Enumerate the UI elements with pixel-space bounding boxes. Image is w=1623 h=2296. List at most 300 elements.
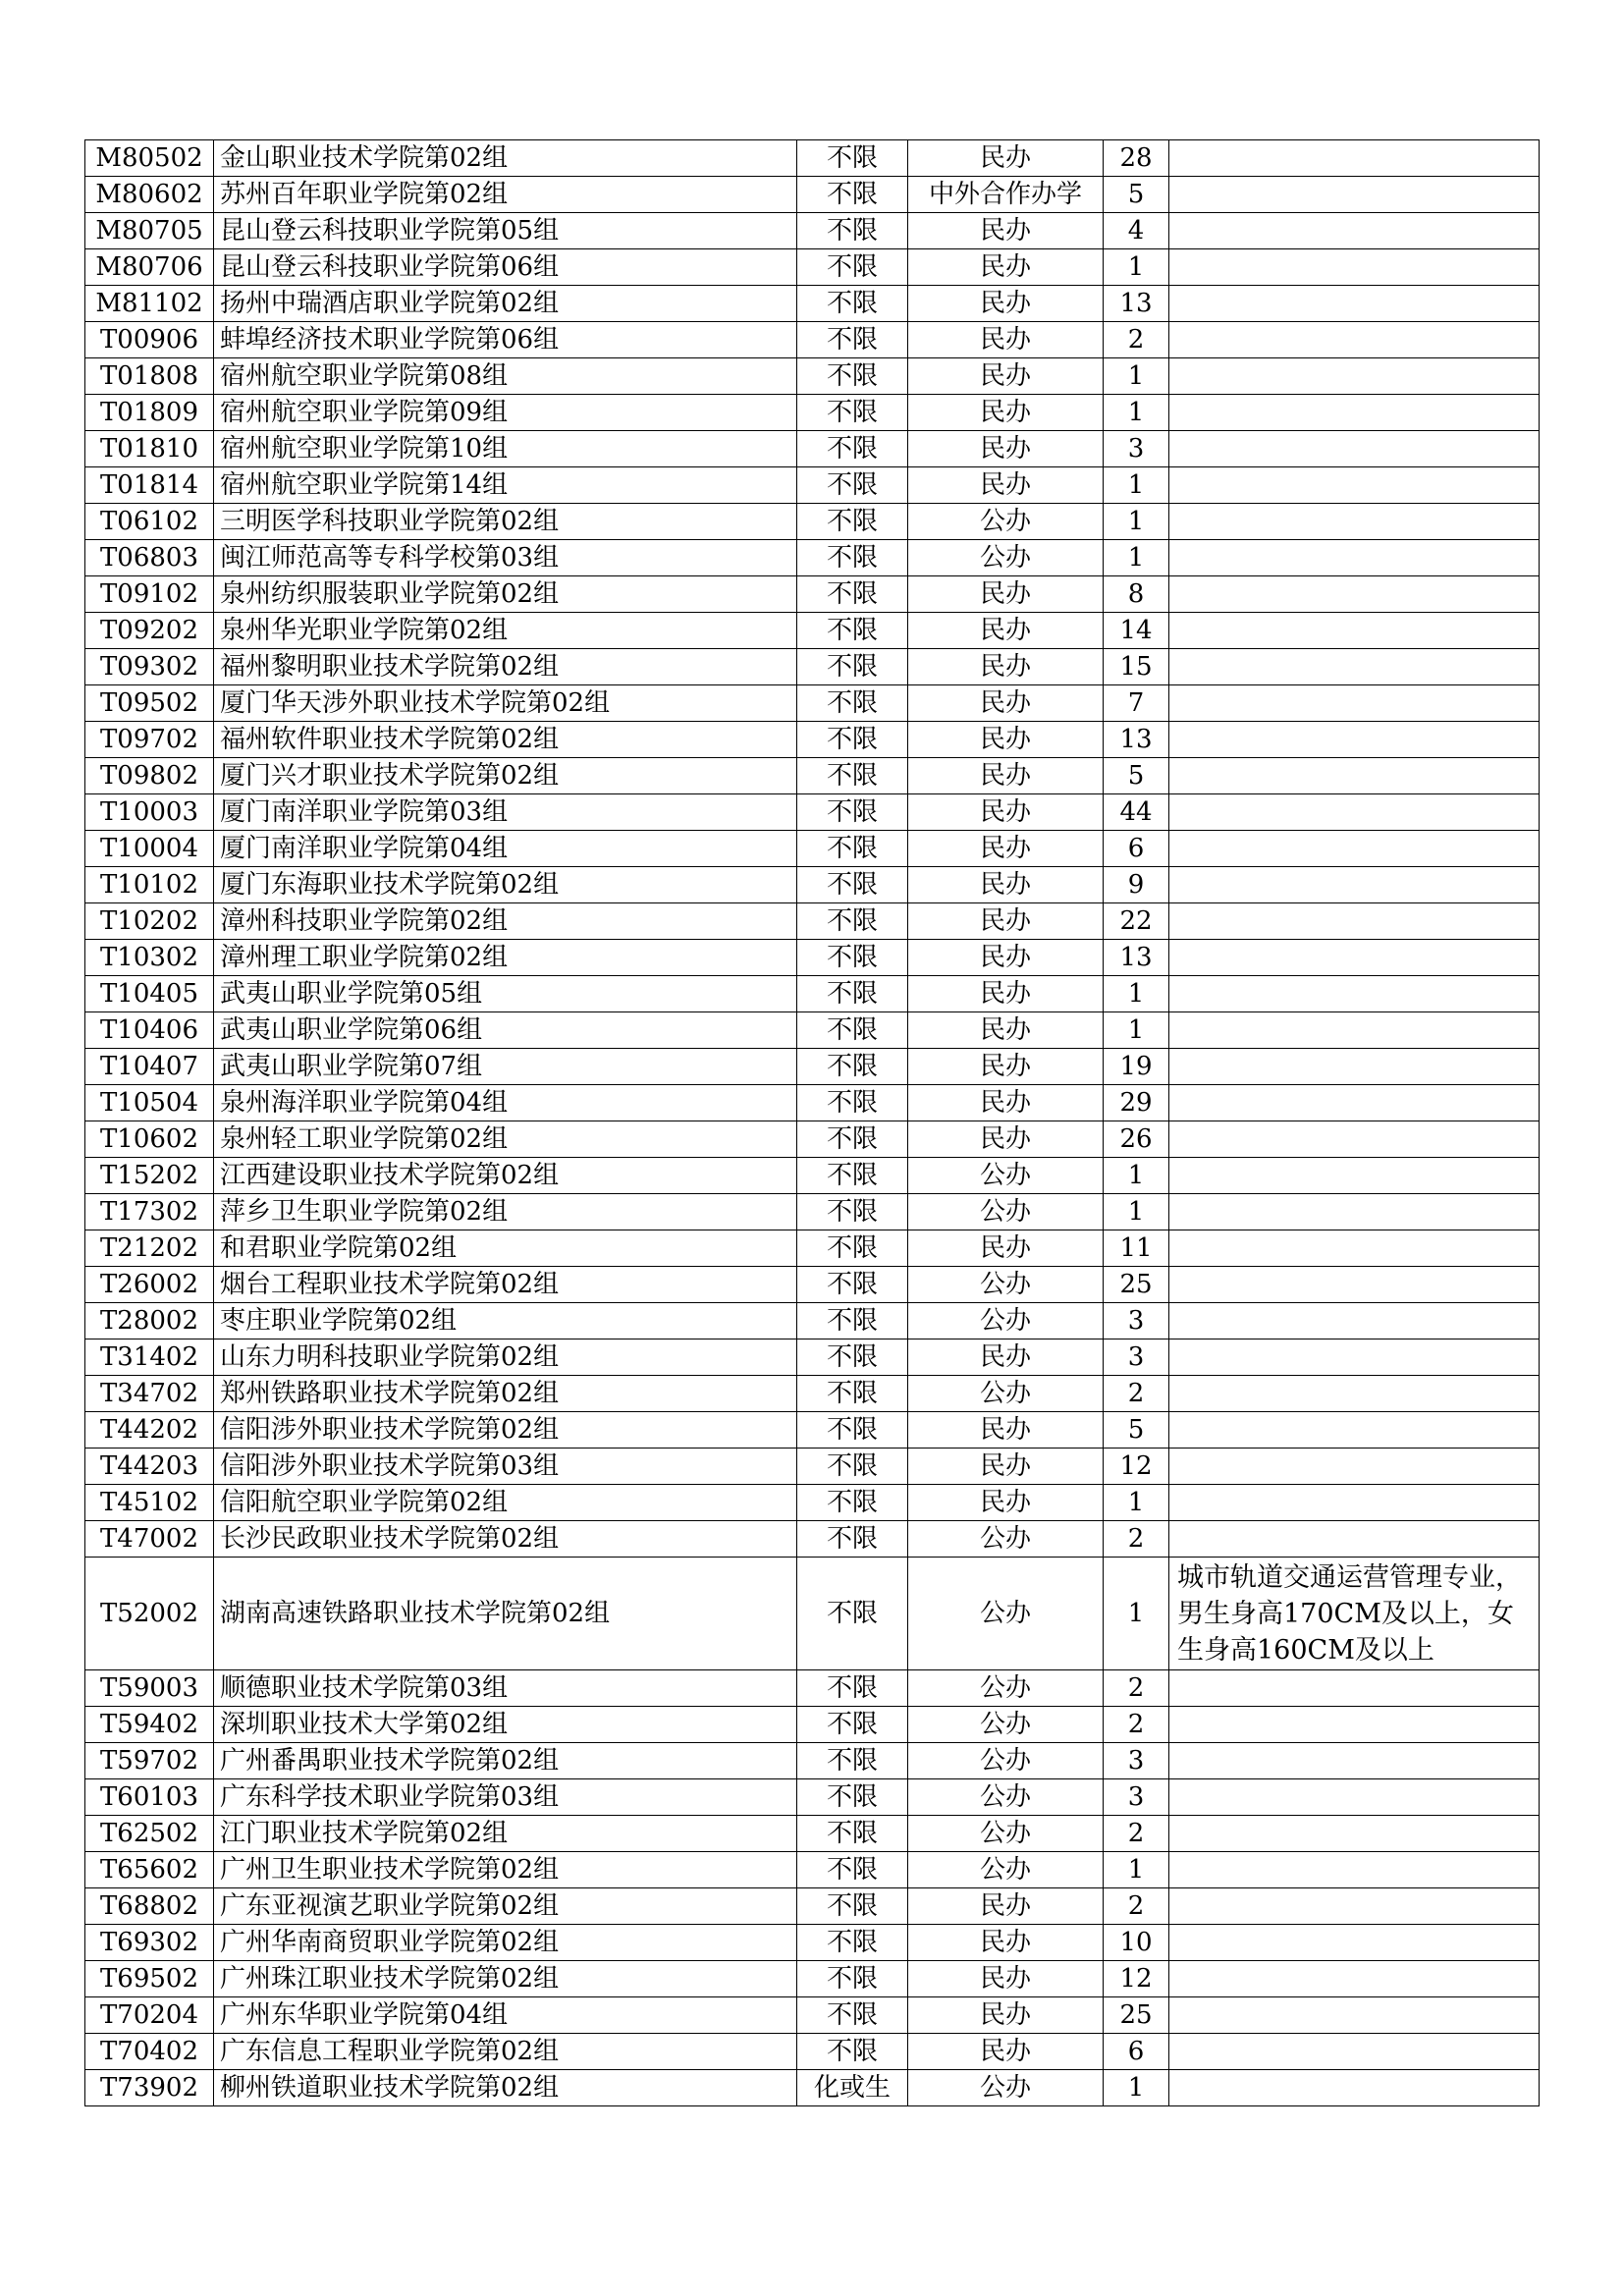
subject-requirement-cell: 不限 [797, 322, 908, 358]
remarks-cell [1169, 1158, 1540, 1194]
table-row [85, 1816, 1540, 1852]
subject-requirement-cell: 不限 [797, 1158, 908, 1194]
remarks-cell [1169, 249, 1540, 286]
subject-requirement-cell: 不限 [797, 867, 908, 903]
table-row [85, 1085, 1540, 1121]
group-code-cell: T26002 [85, 1267, 214, 1303]
plan-count-cell: 2 [1104, 1888, 1169, 1925]
school-group-name-cell: 广州华南商贸职业学院第02组 [214, 1925, 797, 1961]
school-type-cell: 民办 [908, 395, 1104, 431]
subject-requirement-cell: 不限 [797, 1376, 908, 1412]
school-type-cell: 民办 [908, 1925, 1104, 1961]
table-row [85, 613, 1540, 649]
plan-count-cell: 2 [1104, 322, 1169, 358]
subject-requirement-cell: 不限 [797, 1339, 908, 1376]
remarks-cell [1169, 1012, 1540, 1049]
school-group-name-cell: 萍乡卫生职业学院第02组 [214, 1194, 797, 1230]
plan-count-cell: 12 [1104, 1961, 1169, 1997]
remarks-cell [1169, 1816, 1540, 1852]
group-code-cell: T65602 [85, 1852, 214, 1888]
table-row [85, 1449, 1540, 1485]
school-type-cell: 民办 [908, 1485, 1104, 1521]
table-row [85, 2034, 1540, 2070]
school-group-name-cell: 广州番禺职业技术学院第02组 [214, 1743, 797, 1779]
table-row [85, 1194, 1540, 1230]
remarks-cell [1169, 431, 1540, 467]
group-code-cell: T00906 [85, 322, 214, 358]
table-row [85, 1521, 1540, 1558]
plan-count-cell: 13 [1104, 722, 1169, 758]
plan-count-cell: 6 [1104, 2034, 1169, 2070]
subject-requirement-cell: 不限 [797, 1558, 908, 1670]
remarks-cell [1169, 1230, 1540, 1267]
remarks-cell [1169, 867, 1540, 903]
group-code-cell: T10302 [85, 940, 214, 976]
school-type-cell: 民办 [908, 1339, 1104, 1376]
school-group-name-cell: 扬州中瑞酒店职业学院第02组 [214, 286, 797, 322]
plan-count-cell: 10 [1104, 1925, 1169, 1961]
group-code-cell: T10405 [85, 976, 214, 1012]
group-code-cell: T69502 [85, 1961, 214, 1997]
school-type-cell: 公办 [908, 1852, 1104, 1888]
group-code-cell: T15202 [85, 1158, 214, 1194]
table-row [85, 358, 1540, 395]
table-row [85, 140, 1540, 177]
admission-plan-table [84, 139, 1540, 2106]
plan-count-cell: 25 [1104, 1997, 1169, 2034]
school-type-cell: 民办 [908, 2034, 1104, 2070]
table-row [85, 1925, 1540, 1961]
table-row [85, 504, 1540, 540]
school-group-name-cell: 和君职业学院第02组 [214, 1230, 797, 1267]
group-code-cell: T21202 [85, 1230, 214, 1267]
subject-requirement-cell: 不限 [797, 1012, 908, 1049]
plan-count-cell: 1 [1104, 1158, 1169, 1194]
school-type-cell: 民办 [908, 467, 1104, 504]
group-code-cell: M80602 [85, 177, 214, 213]
subject-requirement-cell: 不限 [797, 249, 908, 286]
school-type-cell: 民办 [908, 1121, 1104, 1158]
school-type-cell: 公办 [908, 1743, 1104, 1779]
group-code-cell: T10102 [85, 867, 214, 903]
subject-requirement-cell: 不限 [797, 1670, 908, 1707]
plan-count-cell: 3 [1104, 1339, 1169, 1376]
plan-count-cell: 25 [1104, 1267, 1169, 1303]
remarks-cell [1169, 649, 1540, 685]
school-group-name-cell: 枣庄职业学院第02组 [214, 1303, 797, 1339]
school-type-cell: 民办 [908, 358, 1104, 395]
subject-requirement-cell: 不限 [797, 358, 908, 395]
plan-count-cell: 1 [1104, 1558, 1169, 1670]
plan-count-cell: 2 [1104, 1670, 1169, 1707]
school-type-cell: 民办 [908, 1888, 1104, 1925]
subject-requirement-cell: 不限 [797, 649, 908, 685]
subject-requirement-cell: 不限 [797, 177, 908, 213]
plan-count-cell: 15 [1104, 649, 1169, 685]
school-type-cell: 民办 [908, 431, 1104, 467]
plan-count-cell: 14 [1104, 613, 1169, 649]
group-code-cell: T09502 [85, 685, 214, 722]
plan-count-cell: 3 [1104, 1303, 1169, 1339]
table-row [85, 1997, 1540, 2034]
subject-requirement-cell: 不限 [797, 1049, 908, 1085]
subject-requirement-cell: 不限 [797, 431, 908, 467]
plan-count-cell: 3 [1104, 431, 1169, 467]
school-group-name-cell: 宿州航空职业学院第08组 [214, 358, 797, 395]
remarks-cell [1169, 903, 1540, 940]
group-code-cell: M80705 [85, 213, 214, 249]
remarks-cell [1169, 1303, 1540, 1339]
plan-count-cell: 44 [1104, 794, 1169, 831]
group-code-cell: T45102 [85, 1485, 214, 1521]
school-group-name-cell: 烟台工程职业技术学院第02组 [214, 1267, 797, 1303]
table-row [85, 1852, 1540, 1888]
group-code-cell: T09702 [85, 722, 214, 758]
table-row [85, 1707, 1540, 1743]
subject-requirement-cell: 不限 [797, 1121, 908, 1158]
remarks-cell [1169, 831, 1540, 867]
table-row [85, 794, 1540, 831]
group-code-cell: T62502 [85, 1816, 214, 1852]
table-row [85, 722, 1540, 758]
school-group-name-cell: 江西建设职业技术学院第02组 [214, 1158, 797, 1194]
school-type-cell: 民办 [908, 940, 1104, 976]
table-row [85, 976, 1540, 1012]
school-type-cell: 民办 [908, 831, 1104, 867]
subject-requirement-cell: 不限 [797, 1816, 908, 1852]
school-group-name-cell: 柳州铁道职业技术学院第02组 [214, 2070, 797, 2106]
school-type-cell: 民办 [908, 722, 1104, 758]
subject-requirement-cell: 不限 [797, 1743, 908, 1779]
school-group-name-cell: 泉州纺织服装职业学院第02组 [214, 576, 797, 613]
group-code-cell: T28002 [85, 1303, 214, 1339]
school-type-cell: 民办 [908, 903, 1104, 940]
table-row [85, 1158, 1540, 1194]
remarks-cell [1169, 576, 1540, 613]
school-type-cell: 公办 [908, 1303, 1104, 1339]
plan-count-cell: 11 [1104, 1230, 1169, 1267]
school-group-name-cell: 江门职业技术学院第02组 [214, 1816, 797, 1852]
remarks-cell [1169, 1485, 1540, 1521]
remarks-cell [1169, 213, 1540, 249]
subject-requirement-cell: 不限 [797, 976, 908, 1012]
table-row [85, 940, 1540, 976]
plan-count-cell: 26 [1104, 1121, 1169, 1158]
remarks-cell [1169, 286, 1540, 322]
table-row [85, 867, 1540, 903]
school-type-cell: 民办 [908, 1085, 1104, 1121]
plan-count-cell: 2 [1104, 1816, 1169, 1852]
table-row [85, 1303, 1540, 1339]
table-row [85, 685, 1540, 722]
school-group-name-cell: 信阳涉外职业技术学院第03组 [214, 1449, 797, 1485]
school-type-cell: 民办 [908, 1997, 1104, 2034]
table-row [85, 431, 1540, 467]
remarks-cell [1169, 1121, 1540, 1158]
school-group-name-cell: 信阳航空职业学院第02组 [214, 1485, 797, 1521]
group-code-cell: T09202 [85, 613, 214, 649]
school-type-cell: 民办 [908, 685, 1104, 722]
plan-count-cell: 1 [1104, 540, 1169, 576]
table-row [85, 322, 1540, 358]
school-type-cell: 民办 [908, 140, 1104, 177]
school-group-name-cell: 长沙民政职业技术学院第02组 [214, 1521, 797, 1558]
group-code-cell: T09302 [85, 649, 214, 685]
school-group-name-cell: 三明医学科技职业学院第02组 [214, 504, 797, 540]
table-row [85, 467, 1540, 504]
school-group-name-cell: 广州卫生职业技术学院第02组 [214, 1852, 797, 1888]
school-group-name-cell: 蚌埠经济技术职业学院第06组 [214, 322, 797, 358]
school-type-cell: 民办 [908, 213, 1104, 249]
table-row [85, 903, 1540, 940]
school-group-name-cell: 武夷山职业学院第06组 [214, 1012, 797, 1049]
group-code-cell: T01808 [85, 358, 214, 395]
school-group-name-cell: 漳州理工职业学院第02组 [214, 940, 797, 976]
group-code-cell: T69302 [85, 1925, 214, 1961]
school-group-name-cell: 广东科学技术职业学院第03组 [214, 1779, 797, 1816]
remarks-cell [1169, 1521, 1540, 1558]
table-row [85, 286, 1540, 322]
school-type-cell: 公办 [908, 1521, 1104, 1558]
group-code-cell: T17302 [85, 1194, 214, 1230]
remarks-cell [1169, 1194, 1540, 1230]
school-type-cell: 公办 [908, 1267, 1104, 1303]
subject-requirement-cell: 不限 [797, 1925, 908, 1961]
remarks-cell [1169, 794, 1540, 831]
remarks-cell [1169, 1743, 1540, 1779]
subject-requirement-cell: 不限 [797, 540, 908, 576]
table-row [85, 1558, 1540, 1670]
school-group-name-cell: 山东力明科技职业学院第02组 [214, 1339, 797, 1376]
school-type-cell: 民办 [908, 1412, 1104, 1449]
plan-count-cell: 12 [1104, 1449, 1169, 1485]
school-group-name-cell: 湖南高速铁路职业技术学院第02组 [214, 1558, 797, 1670]
group-code-cell: T01814 [85, 467, 214, 504]
school-type-cell: 公办 [908, 1779, 1104, 1816]
school-group-name-cell: 厦门兴才职业技术学院第02组 [214, 758, 797, 794]
school-group-name-cell: 厦门华天涉外职业技术学院第02组 [214, 685, 797, 722]
school-group-name-cell: 广州珠江职业技术学院第02组 [214, 1961, 797, 1997]
school-group-name-cell: 昆山登云科技职业学院第05组 [214, 213, 797, 249]
table-row [85, 395, 1540, 431]
subject-requirement-cell: 化或生 [797, 2070, 908, 2106]
school-group-name-cell: 深圳职业技术大学第02组 [214, 1707, 797, 1743]
school-group-name-cell: 郑州铁路职业技术学院第02组 [214, 1376, 797, 1412]
remarks-cell [1169, 1779, 1540, 1816]
subject-requirement-cell: 不限 [797, 2034, 908, 2070]
remarks-cell [1169, 1852, 1540, 1888]
remarks-cell [1169, 504, 1540, 540]
group-code-cell: M81102 [85, 286, 214, 322]
group-code-cell: T10602 [85, 1121, 214, 1158]
subject-requirement-cell: 不限 [797, 1888, 908, 1925]
subject-requirement-cell: 不限 [797, 140, 908, 177]
subject-requirement-cell: 不限 [797, 213, 908, 249]
school-type-cell: 民办 [908, 322, 1104, 358]
group-code-cell: T73902 [85, 2070, 214, 2106]
plan-count-cell: 1 [1104, 1012, 1169, 1049]
school-type-cell: 民办 [908, 1449, 1104, 1485]
plan-count-cell: 1 [1104, 358, 1169, 395]
school-type-cell: 民办 [908, 1012, 1104, 1049]
school-type-cell: 公办 [908, 1158, 1104, 1194]
table-row [85, 1049, 1540, 1085]
table-row [85, 1888, 1540, 1925]
school-type-cell: 民办 [908, 576, 1104, 613]
school-type-cell: 民办 [908, 649, 1104, 685]
group-code-cell: T10407 [85, 1049, 214, 1085]
school-type-cell: 公办 [908, 1707, 1104, 1743]
school-type-cell: 民办 [908, 249, 1104, 286]
school-group-name-cell: 厦门东海职业技术学院第02组 [214, 867, 797, 903]
plan-count-cell: 5 [1104, 1412, 1169, 1449]
plan-count-cell: 6 [1104, 831, 1169, 867]
plan-count-cell: 1 [1104, 1852, 1169, 1888]
group-code-cell: T09802 [85, 758, 214, 794]
subject-requirement-cell: 不限 [797, 1521, 908, 1558]
subject-requirement-cell: 不限 [797, 467, 908, 504]
remarks-cell [1169, 1997, 1540, 2034]
remarks-cell [1169, 685, 1540, 722]
school-type-cell: 民办 [908, 1230, 1104, 1267]
group-code-cell: T10504 [85, 1085, 214, 1121]
group-code-cell: T10004 [85, 831, 214, 867]
school-type-cell: 民办 [908, 758, 1104, 794]
group-code-cell: M80502 [85, 140, 214, 177]
school-group-name-cell: 泉州轻工职业学院第02组 [214, 1121, 797, 1158]
school-type-cell: 民办 [908, 867, 1104, 903]
remarks-cell [1169, 395, 1540, 431]
school-type-cell: 公办 [908, 504, 1104, 540]
school-type-cell: 公办 [908, 540, 1104, 576]
school-group-name-cell: 广东亚视演艺职业学院第02组 [214, 1888, 797, 1925]
table-row [85, 1230, 1540, 1267]
remarks-cell [1169, 1412, 1540, 1449]
subject-requirement-cell: 不限 [797, 286, 908, 322]
remarks-cell [1169, 140, 1540, 177]
plan-count-cell: 8 [1104, 576, 1169, 613]
school-group-name-cell: 宿州航空职业学院第14组 [214, 467, 797, 504]
plan-count-cell: 2 [1104, 1376, 1169, 1412]
subject-requirement-cell: 不限 [797, 1997, 908, 2034]
school-type-cell: 公办 [908, 1376, 1104, 1412]
group-code-cell: T44202 [85, 1412, 214, 1449]
table-row [85, 1339, 1540, 1376]
remarks-cell [1169, 2070, 1540, 2106]
school-type-cell: 民办 [908, 1961, 1104, 1997]
school-type-cell: 民办 [908, 1049, 1104, 1085]
school-group-name-cell: 闽江师范高等专科学校第03组 [214, 540, 797, 576]
table-row [85, 1412, 1540, 1449]
remarks-cell [1169, 1376, 1540, 1412]
group-code-cell: T60103 [85, 1779, 214, 1816]
subject-requirement-cell: 不限 [797, 831, 908, 867]
school-type-cell: 公办 [908, 1194, 1104, 1230]
subject-requirement-cell: 不限 [797, 903, 908, 940]
subject-requirement-cell: 不限 [797, 1412, 908, 1449]
subject-requirement-cell: 不限 [797, 504, 908, 540]
subject-requirement-cell: 不限 [797, 1485, 908, 1521]
table-row [85, 1779, 1540, 1816]
subject-requirement-cell: 不限 [797, 613, 908, 649]
subject-requirement-cell: 不限 [797, 1779, 908, 1816]
school-group-name-cell: 泉州华光职业学院第02组 [214, 613, 797, 649]
subject-requirement-cell: 不限 [797, 1707, 908, 1743]
table-row [85, 2070, 1540, 2106]
group-code-cell: T47002 [85, 1521, 214, 1558]
plan-count-cell: 1 [1104, 1485, 1169, 1521]
school-type-cell: 民办 [908, 613, 1104, 649]
group-code-cell: T06102 [85, 504, 214, 540]
plan-count-cell: 3 [1104, 1779, 1169, 1816]
group-code-cell: T09102 [85, 576, 214, 613]
group-code-cell: T10406 [85, 1012, 214, 1049]
plan-count-cell: 9 [1104, 867, 1169, 903]
school-group-name-cell: 昆山登云科技职业学院第06组 [214, 249, 797, 286]
group-code-cell: T06803 [85, 540, 214, 576]
school-type-cell: 公办 [908, 1816, 1104, 1852]
school-group-name-cell: 广州东华职业学院第04组 [214, 1997, 797, 2034]
school-group-name-cell: 宿州航空职业学院第09组 [214, 395, 797, 431]
table-row [85, 576, 1540, 613]
plan-count-cell: 7 [1104, 685, 1169, 722]
remarks-cell [1169, 758, 1540, 794]
subject-requirement-cell: 不限 [797, 722, 908, 758]
school-group-name-cell: 福州软件职业技术学院第02组 [214, 722, 797, 758]
remarks-cell [1169, 1339, 1540, 1376]
group-code-cell: T70204 [85, 1997, 214, 2034]
remarks-cell [1169, 177, 1540, 213]
school-type-cell: 中外合作办学 [908, 177, 1104, 213]
subject-requirement-cell: 不限 [797, 1230, 908, 1267]
table-row [85, 1012, 1540, 1049]
table-row [85, 540, 1540, 576]
school-group-name-cell: 厦门南洋职业学院第04组 [214, 831, 797, 867]
table-row [85, 1121, 1540, 1158]
subject-requirement-cell: 不限 [797, 794, 908, 831]
plan-count-cell: 1 [1104, 249, 1169, 286]
subject-requirement-cell: 不限 [797, 1303, 908, 1339]
subject-requirement-cell: 不限 [797, 1961, 908, 1997]
group-code-cell: M80706 [85, 249, 214, 286]
table-row [85, 649, 1540, 685]
plan-count-cell: 1 [1104, 504, 1169, 540]
subject-requirement-cell: 不限 [797, 685, 908, 722]
plan-count-cell: 1 [1104, 467, 1169, 504]
subject-requirement-cell: 不限 [797, 395, 908, 431]
remarks-cell [1169, 2034, 1540, 2070]
group-code-cell: T34702 [85, 1376, 214, 1412]
table-body [85, 140, 1540, 2106]
remarks-cell [1169, 613, 1540, 649]
group-code-cell: T10202 [85, 903, 214, 940]
subject-requirement-cell: 不限 [797, 576, 908, 613]
group-code-cell: T44203 [85, 1449, 214, 1485]
remarks-cell [1169, 976, 1540, 1012]
school-type-cell: 公办 [908, 1670, 1104, 1707]
plan-count-cell: 2 [1104, 1521, 1169, 1558]
subject-requirement-cell: 不限 [797, 758, 908, 794]
plan-count-cell: 1 [1104, 1194, 1169, 1230]
group-code-cell: T59003 [85, 1670, 214, 1707]
remarks-cell [1169, 1049, 1540, 1085]
school-type-cell: 公办 [908, 1558, 1104, 1670]
plan-count-cell: 5 [1104, 758, 1169, 794]
remarks-cell [1169, 1267, 1540, 1303]
table-row [85, 758, 1540, 794]
group-code-cell: T68802 [85, 1888, 214, 1925]
remarks-cell [1169, 1888, 1540, 1925]
